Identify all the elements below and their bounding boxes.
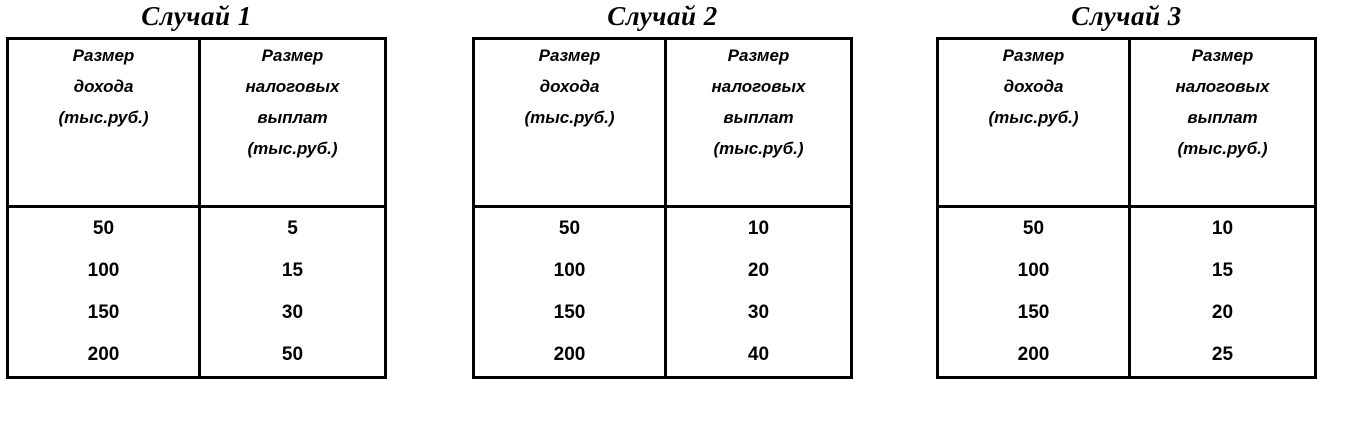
income-values [8,207,200,378]
tax-values [666,207,852,378]
header-line: (тыс.руб.) [713,139,804,158]
table-cell: 100 [553,260,586,281]
header-line: Размер [1191,46,1254,65]
table-cell: 100 [87,260,120,281]
header-line: дохода [1003,77,1064,96]
table-header-row [938,39,1316,207]
tax-table-3 [936,37,1317,379]
header-line: выплат [723,108,794,127]
table-cell: 20 [1211,302,1234,323]
table-cell: 50 [92,218,115,239]
header-line: Размер [727,46,790,65]
header-tax [1130,39,1316,207]
table-cell: 30 [281,302,304,323]
header-line: (тыс.руб.) [1177,139,1268,158]
table-header-row [8,39,386,207]
table-cell: 30 [747,302,770,323]
table-cell: 15 [281,260,304,281]
table-body-row [8,207,386,378]
case-title-2: Случай 2 [607,1,718,31]
table-cell: 10 [1211,218,1234,239]
header-income [474,39,666,207]
table-cell: 50 [1022,218,1045,239]
header-line: (тыс.руб.) [988,108,1079,127]
case-title-1: Случай 1 [141,1,252,31]
table-cell: 200 [1017,344,1050,365]
case-block-2 [472,0,853,379]
header-line: дохода [73,77,134,96]
table-body-row [938,207,1316,378]
header-tax [666,39,852,207]
header-line: налоговых [1175,77,1270,96]
header-line: налоговых [711,77,806,96]
case-block-1 [6,0,387,379]
header-income [8,39,200,207]
table-cell: 150 [87,302,120,323]
case-block-3 [936,0,1317,379]
header-line: выплат [257,108,328,127]
table-cell: 200 [553,344,586,365]
table-cell: 20 [747,260,770,281]
header-line: (тыс.руб.) [58,108,149,127]
header-line: (тыс.руб.) [247,139,338,158]
header-income [938,39,1130,207]
header-line: налоговых [245,77,340,96]
table-body-row [474,207,852,378]
table-cell: 100 [1017,260,1050,281]
table-cell: 10 [747,218,770,239]
table-cell: 5 [287,218,298,239]
income-values [474,207,666,378]
income-values [938,207,1130,378]
table-cell: 150 [553,302,586,323]
table-header-row [474,39,852,207]
header-line: Размер [1002,46,1065,65]
header-line: выплат [1187,108,1258,127]
case-title-3: Случай 3 [1071,1,1182,31]
tax-table-1 [6,37,387,379]
table-cell: 50 [281,344,304,365]
table-cell: 150 [1017,302,1050,323]
header-line: Размер [538,46,601,65]
table-cell: 200 [87,344,120,365]
header-tax [200,39,386,207]
header-line: Размер [261,46,324,65]
tax-values [200,207,386,378]
table-cell: 40 [747,344,770,365]
header-line: (тыс.руб.) [524,108,615,127]
header-line: Размер [72,46,135,65]
table-cell: 50 [558,218,581,239]
table-cell: 15 [1211,260,1234,281]
header-line: дохода [539,77,600,96]
tax-values [1130,207,1316,378]
tax-table-2 [472,37,853,379]
table-cell: 25 [1211,344,1234,365]
